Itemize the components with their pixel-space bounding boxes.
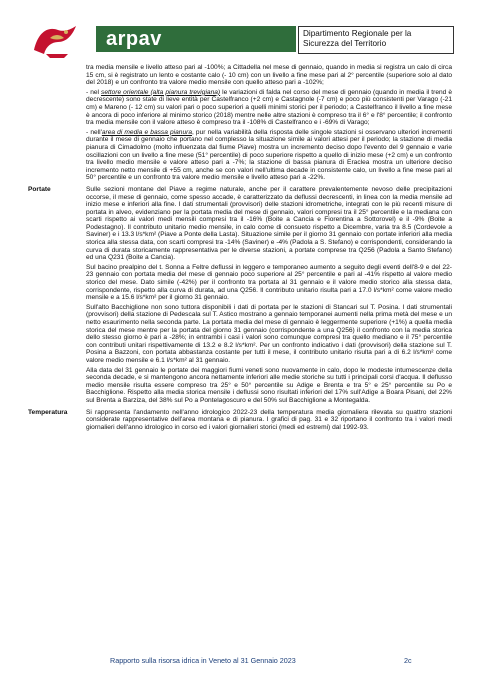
portate-section (28, 186, 452, 407)
continuation-paragraph-2-rest: le variazioni di falda nel corso del mese di gennaio (quando in media il trend è decrescente) sono state di lieve entità per Castelfranco (+2 cm) e Castagnole (-7 cm) e poco più consistenti per Varago (-21 cm) e Mareno (- 12 cm) su valori pari o poco superiori a quelli minimi storici per il periodo; a Castelfranco il livello a fine mese è ancora di poco inferiore al minimo storico (2018) mentre nelle altre stazioni è compreso tra il 6° e l'8° percentile; il confronto tra media mensile con il valore atteso è compreso tra il -108% di Castelfranco e i -69% di Varago; (86, 88, 452, 127)
main-content (28, 64, 452, 654)
footer-title: Rapporto sulla risorsa idrica in Veneto al 31 Gennaio 2023 (110, 656, 296, 665)
temperatura-paragraph-1: Si rappresenta l'andamento nell'anno idrologico 2022-23 della temperatura media giornaliera rilevata su quattro stazioni considerate rappresentative dell'area montana e di pianura. I grafici di pag. 31 e 32 riportano il confronto tra i valori medi giornalieri dell'anno idrologico in corso ed i valori giornalieri storici (medi ed estremi) dal 1992-93. (86, 408, 452, 431)
footer-page-number: 2c (404, 656, 412, 665)
temperatura-body (86, 409, 452, 434)
temperatura-section (28, 409, 452, 434)
continuation-section (28, 64, 452, 184)
settore-orientale-emphasis: settore orientale (alta pianura trevigiana) (101, 88, 221, 96)
portate-body (86, 186, 452, 407)
continuation-paragraph-2 (86, 89, 452, 127)
continuation-paragraph-3 (86, 129, 452, 182)
portate-label: Portate (28, 185, 51, 193)
page-header (28, 20, 452, 60)
winged-lion-logo-icon (28, 20, 84, 60)
brand-name: arpav (106, 28, 162, 50)
continuation-paragraph-3-rest: , pur nella variabilità della risposta delle singole stazioni si osservano ulteriori incrementi durante il mese di gennaio che portano nel complesso la situazione simile ai valori attesi per il periodo; la stazione di media pianura di Cimadolmo (molto influenzata dal fiume Piave) mostra un incremento deciso dopo l'evento del 9 gennaio e varie oscillazioni con un livello a fine mese (51° percentile) di poco superiore rispetto a quello di inizio mese (+2 cm) e un confronto tra livello medio mensile e valore atteso pari a -7%; la stazione di bassa pianura di Eraclea mostra un ulteriore deciso incremento netto mensile di +55 cm, anche se con valori nell'ultima decade in consistente calo, un livello a fine mese pari al 50° percentile e un confronto tra valore medio mensile e livello atteso pari a -22%. (86, 128, 452, 182)
portate-paragraph-4: Alla data del 31 gennaio le portate dei maggiori fiumi veneti sono nuovamente in calo, dopo le modeste intumescenze della seconda decade, e si mantengono ancora nettamente inferiori alle medie storiche su tutti i principali corsi d'acqua. Il deflusso medio mensile risulta essere compreso tra 25° e 50° percentile su Adige e Brenta e tra 5° e 25° percentile su Po e Bacchiglione. Rispetto alla media storica mensile i deflussi sono risultati inferiori del 17% sull'Adige a Boara Pisani, del 22% sul Brenta a Barziza, del 38% sul Po a Pontelagoscuro e del 50% sul Bacchiglione a Montegalda. (86, 366, 452, 404)
brand-bar (96, 26, 296, 52)
portate-paragraph-2: Sul bacino prealpino del t. Sonna a Feltre deflussi in leggero e temporaneo aumento a seguito degli eventi dell'8-9 e del 22-23 gennaio con portata media del mese di gennaio poco superiore al 25° percentile e pari al -41% rispetto al valore medio storico del mese. Dato simile (-42%) per il confronto tra portata al 31 gennaio e il valore medio storico alla stessa data, corrispondente, rispetto alla curva di durata, ad una Q256. Il contributo unitario risulta pari a 17.0 l/s*km² come valore medio mensile e a 15.6 l/s*km² per il giorno 31 gennaio. (86, 263, 452, 302)
continuation-paragraph-1: tra media mensile e livello atteso pari al -100%; a Cittadella nel mese di gennaio, quando in media si registra un calo di circa 15 cm, si è registrato un lento e costante calo (- 10 cm) con un livello a fine mese pari al 2° percentile (superiore solo al dato del 2018) e un confronto tra valore medio mensile con quello atteso pari a -102%; (86, 64, 452, 87)
department-name: Dipartimento Regionale per la Sicurezza del Territorio (303, 29, 412, 48)
portate-paragraph-1: Sulle sezioni montane del Piave a regime naturale, anche per il carattere prevalentemente nevoso delle precipitazioni occorse, il mese di gennaio, come spesso accade, è caratterizzato da deflussi decrescenti, in linea con la media mensile ad inizio mese e inferiori alla fine. I dati strumentali (provvisori) delle stazioni idrometriche, integrati con le più recenti misure di portata in alveo, evidenziano per la portata media del mese di gennaio, valori compresi tra il 25° percentile e la mediana con scarti rispetto ai valori medi mensili compresi tra il -16% (Boite a Cancia e Fiorentina a Sottorovel) e il -9% (Boite a Podestagno). Il contributo unitario medio mensile, in calo come di consueto rispetto a Dicembre, varia tra 8.5 (Cordevole a Saviner) e i 13.3 l/s*km² (Piave a Ponte della Lasta). Situazione simile per il giorno 31 gennaio con portate inferiori alla media storica alla stessa data, con scarti compresi tra -14% (Saviner) e -4% (Padola a S. Stefano) e corrispondenti, considerando la curva di durata storicamente rappresentativa per le diverse stazioni, a portate comprese tra Q256 (Padola a Santo Stefano) ed una Q231 (Boite a Cancia). (86, 185, 452, 262)
department-box (298, 26, 454, 54)
continuation-paragraph-3-prefix: - nell' (86, 128, 102, 136)
temperatura-label: Temperatura (28, 408, 68, 416)
continuation-body (86, 64, 452, 184)
portate-paragraph-3: Sull'alto Bacchiglione non sono tuttora disponibili i dati di portata per le stazioni di Stancari sul T. Posina. I dati strumentali (provvisori) della stazione di Pedescala sul T. Astico mostrano a gennaio temporanei aumenti nella prima metà del mese e un netto esaurimento nella seconda parte. La portata media del mese di gennaio è leggermente superiore (+1%) a quella media storica del mese mentre per la portata del giorno 31 gennaio (corrispondente a una Q256) il confronto con la media storica dello stesso giorno è pari a -28%; in entrambi i casi i valori sono comunque compresi tra quello mediano e il 75° percentile con contributi unitari rispettivamente di 13.2 e 8.2 l/s*km². Per un confronto indicativo i dati (provvisori) della stazione sul T. Posina a Bazzoni, con portata abbastanza costante per tutti il mese, il contributo unitario risulta pari a di 6.2 l/s*km² come valore medio mensile e 6.1 l/s*km² al 31 gennaio. (86, 303, 452, 364)
continuation-paragraph-2-prefix: - nel (86, 88, 102, 96)
media-bassa-pianura-emphasis: area di media e bassa pianura (101, 128, 192, 136)
continuation-label (28, 64, 86, 184)
